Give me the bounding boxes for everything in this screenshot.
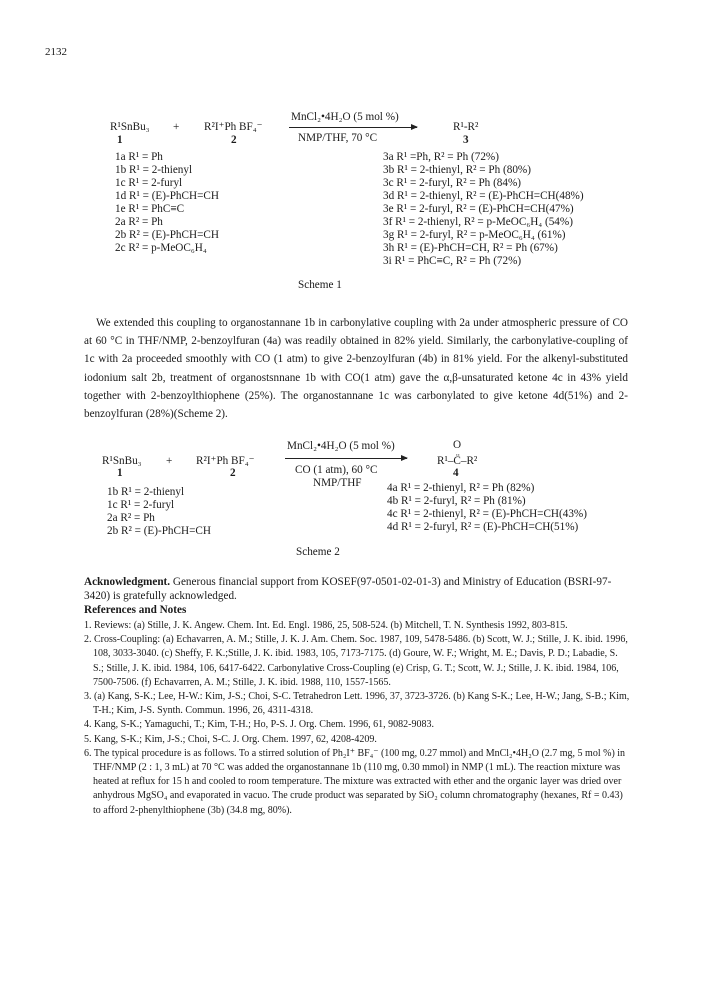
scheme1-reagent1: R¹SnBu₃ bbox=[110, 121, 150, 133]
scheme2-right-item: 4b R¹ = 2-furyl, R² = Ph (81%) bbox=[387, 495, 526, 507]
scheme1-left-item: 2c R² = p-MeOC₆H₄ bbox=[115, 242, 207, 254]
scheme1-left-item: 1b R¹ = 2-thienyl bbox=[115, 164, 193, 176]
scheme1-num1: 1 bbox=[117, 134, 123, 146]
scheme1-reagent2: R²I⁺Ph BF₄⁻ bbox=[204, 121, 263, 133]
scheme2-left-item: 2a R² = Ph bbox=[107, 512, 155, 524]
scheme2-plus: + bbox=[166, 455, 173, 467]
scheme2-reagent1: R¹SnBu₃ bbox=[102, 455, 142, 467]
reference-item: 1. Reviews: (a) Stille, J. K. Angew. Chem. Int. Ed. Engl. 1986, 25, 508-524. (b) Mitchell, T. N. Synthesis 1992, 803-815. bbox=[84, 620, 568, 631]
scheme2-num4: 4 bbox=[453, 467, 459, 479]
scheme1-left-item: 1d R¹ = (E)-PhCH=CH bbox=[115, 190, 219, 202]
body-paragraph-text: We extended this coupling to organostannane 1b in carbonylative coupling with 2a under atmospheric pressure of CO at 60 °C in THF/NMP, 2-benzoylfuran (4a) was readily obtained in 82% yield. Similarly, the carbonylative-coupling of 1c with 2a proceeded smoothly with CO (1 atm) to give 2-benzoylfuran (4b) in 81% yield. For the alkenyl-substituted iodonium salt 2b, treatment of organostsnnane 1b with CO(1 atm) gave the α,β-unsaturated ketone 4c in 43% yield together with 2-benzoylthiophene (25%). The organostannane 1c was carbonylated to give ketone 4d(51%) and 2-benzoylfuran (28%)(Scheme 2). bbox=[84, 317, 628, 421]
scheme2-right-list bbox=[387, 482, 587, 534]
scheme2-conditions-below1: CO (1 atm), 60 °C bbox=[295, 464, 378, 476]
reference-item: 3. (a) Kang, S-K.; Lee, H-W.: Kim, J-S.; Choi, S-C. Tetrahedron Lett. 1996, 37, 3723-3726. (b) Kang S-K.; Lee, H-W.; Jang, S-B.; Kim, T-H.; Kim, J-S. Synth. Commun. 1996, 26, 4311-4318. bbox=[84, 691, 630, 717]
scheme2-right-item: 4a R¹ = 2-thienyl, R² = Ph (82%) bbox=[387, 482, 535, 494]
scheme2-right-item: 4d R¹ = 2-furyl, R² = (E)-PhCH=CH(51%) bbox=[387, 521, 579, 533]
page-number: 2132 bbox=[45, 46, 67, 58]
scheme1-right-item: 3c R¹ = 2-furyl, R² = Ph (84%) bbox=[383, 177, 522, 189]
scheme2-left-item: 2b R² = (E)-PhCH=CH bbox=[107, 525, 211, 537]
scheme2-left-list bbox=[107, 486, 211, 538]
scheme1-right-item: 3e R¹ = 2-furyl, R² = (E)-PhCH=CH(47%) bbox=[383, 203, 574, 215]
scheme2-caption: Scheme 2 bbox=[296, 546, 340, 558]
scheme1-product: R¹-R² bbox=[453, 121, 479, 133]
reference-item: 5. Kang, S-K.; Kim, J-S.; Choi, S-C. J. Org. Chem. 1997, 62, 4208-4209. bbox=[84, 733, 377, 745]
scheme2-conditions-below2: NMP/THF bbox=[313, 477, 362, 489]
scheme1-reaction-arrow bbox=[289, 127, 417, 128]
scheme1-conditions-below: NMP/THF, 70 °C bbox=[298, 132, 378, 144]
acknowledgment-heading: Acknowledgment. bbox=[84, 576, 171, 588]
scheme1-num3: 3 bbox=[463, 134, 469, 146]
scheme1-right-item: 3i R¹ = PhC≡C, R² = Ph (72%) bbox=[383, 255, 522, 267]
reference-item: 4. Kang, S-K.; Yamaguchi, T.; Kim, T-H.; Ho, P-S. J. Org. Chem. 1996, 61, 9082-9083. bbox=[84, 719, 435, 731]
scheme1-right-item: 3h R¹ = (E)-PhCH=CH, R² = Ph (67%) bbox=[383, 242, 558, 254]
scheme2-reagent2: R²I⁺Ph BF₄⁻ bbox=[196, 455, 255, 467]
scheme1-left-item: 1a R¹ = Ph bbox=[115, 151, 163, 163]
scheme2-reaction-arrow bbox=[285, 458, 407, 459]
reference-item: 2. Cross-Coupling: (a) Echavarren, A. M.; Stille, J. K. J. Am. Chem. Soc. 1987, 109, 5478-5486. (b) Scott, W. J.; Stille, J. K. ibid. 1996, 108, 3033-3040. (c) Sheffy, F. K.;Stille, J. K. ibid. 1983, 105, 7173-7175. (d) Goure, W. F.; Wright, M. E.; Davis, P. D.; Labadie, S. S.; Stille, J. K. ibid. 1984, 106, 6417-6422. Carbonylative Cross-Coupling (e) Crisp, G. T.; Scott, W. J.; Stille, J. K. ibid. 1984, 106, 7500-7506. (f) Echavarren, A. M.; Stille, J. K. ibid. 1988, 110, 1557-1565. bbox=[84, 634, 628, 688]
scheme2-num2: 2 bbox=[230, 467, 236, 479]
scheme1-right-item: 3a R¹ =Ph, R² = Ph (72%) bbox=[383, 151, 499, 163]
body-paragraph bbox=[84, 314, 628, 423]
scheme2-product: R¹–C̈–R² bbox=[437, 455, 478, 467]
scheme2-conditions-above: MnCl₂•4H₂O (5 mol %) bbox=[287, 440, 395, 452]
scheme1-left-item: 1e R¹ = PhC≡C bbox=[115, 203, 185, 215]
references-list bbox=[84, 619, 630, 818]
scheme1-caption: Scheme 1 bbox=[298, 279, 342, 291]
scheme1-plus: + bbox=[173, 121, 180, 133]
scheme1-right-item: 3f R¹ = 2-thienyl, R² = p-MeOC₆H₄ (54%) bbox=[383, 216, 573, 228]
scheme1-right-item: 3g R¹ = 2-furyl, R² = p-MeOC₆H₄ (61%) bbox=[383, 229, 566, 241]
scheme2-right-item: 4c R¹ = 2-thienyl, R² = (E)-PhCH=CH(43%) bbox=[387, 508, 587, 520]
scheme1-left-item: 2b R² = (E)-PhCH=CH bbox=[115, 229, 219, 241]
scheme1-right-list bbox=[383, 151, 584, 268]
scheme2-left-item: 1b R¹ = 2-thienyl bbox=[107, 486, 185, 498]
reference-item: 6. The typical procedure is as follows. To a stirred solution of Ph₂I⁺ BF₄⁻ (100 mg, 0.27 mmol) and MnCl₂•4H₂O (2.7 mg, 5 mol %) in THF/NMP (2 : 1, 3 mL) at 70 °C was added the organostannane 1b (110 mg, 0.30 mmol) in NMP (1 mL). The reaction mixture was heated at reflux for 15 h and cooled to room temperature. The mixture was extracted with ether and the organic layer was dried over anhydrous MgSO₄ and evaporated in vacuo. The crude product was separated by SiO₂ column chromatography (hexanes, Rf = 0.43) to afford 2-phenylthiophene (3b) (34.8 mg, 80%). bbox=[84, 747, 626, 816]
references-heading: References and Notes bbox=[84, 604, 187, 616]
scheme1-conditions-above: MnCl₂•4H₂O (5 mol %) bbox=[291, 111, 399, 123]
scheme1-num2: 2 bbox=[231, 134, 237, 146]
scheme1-right-item: 3d R¹ = 2-thienyl, R² = (E)-PhCH=CH(48%) bbox=[383, 190, 584, 202]
scheme1-left-item: 2a R² = Ph bbox=[115, 216, 163, 228]
scheme2-left-item: 1c R¹ = 2-furyl bbox=[107, 499, 175, 511]
scheme2-num1: 1 bbox=[117, 467, 123, 479]
acknowledgment-text: Generous financial support from KOSEF(97-0501-02-01-3) and Ministry of Education (BSRI-97-3420) is gratefully acknowledged. bbox=[84, 576, 612, 602]
scheme1-left-list bbox=[115, 151, 219, 255]
scheme2-product-oxygen: O bbox=[453, 439, 462, 451]
acknowledgment bbox=[84, 575, 630, 603]
scheme1-right-item: 3b R¹ = 2-thienyl, R² = Ph (80%) bbox=[383, 164, 531, 176]
scheme1-left-item: 1c R¹ = 2-furyl bbox=[115, 177, 183, 189]
